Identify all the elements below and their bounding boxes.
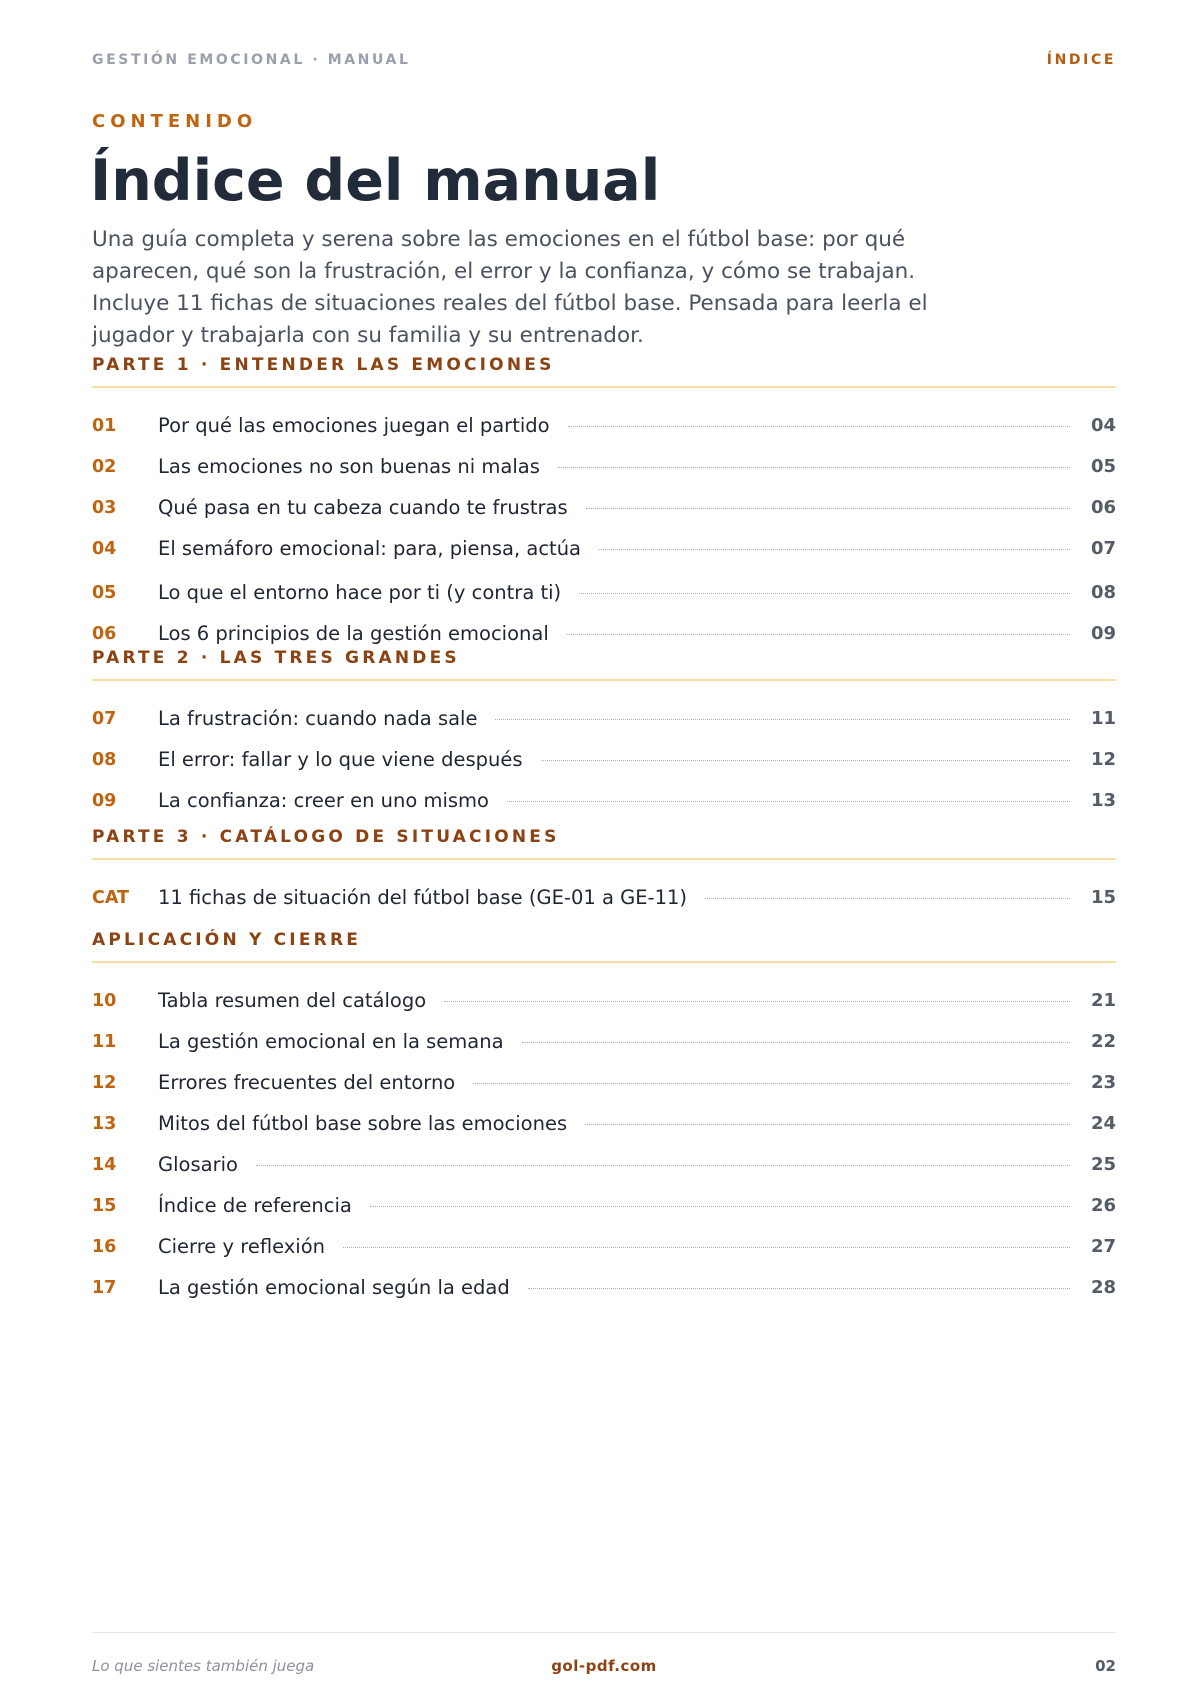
toc-entry-label: La confianza: creer en uno mismo — [158, 789, 489, 812]
dotted-leader — [541, 760, 1070, 761]
eyebrow-label: CONTENIDO — [92, 111, 258, 132]
toc-entry-number: 02 — [92, 456, 117, 477]
toc-entry-number: 12 — [92, 1072, 117, 1093]
toc-entry-label: La frustración: cuando nada sale — [158, 707, 478, 730]
toc-entry-page: 13 — [1090, 790, 1116, 811]
toc-entry-number: 01 — [92, 415, 117, 436]
toc-entry-page: 28 — [1090, 1277, 1116, 1298]
dotted-leader — [599, 549, 1070, 550]
toc-entry-number: 03 — [92, 497, 117, 518]
toc-entry[interactable] — [92, 405, 1116, 446]
toc-entry-page: 22 — [1090, 1031, 1116, 1052]
toc-entry[interactable] — [92, 980, 1116, 1021]
toc-entry-list — [92, 698, 1116, 821]
toc-entry-label: La gestión emocional en la semana — [158, 1030, 504, 1053]
toc-entry-label: Glosario — [158, 1153, 238, 1176]
toc-entry-number: 09 — [92, 790, 117, 811]
footer-page-number: 02 — [1095, 1657, 1116, 1675]
section-divider — [92, 679, 1116, 681]
section-title: PARTE 3 · CATÁLOGO DE SITUACIONES — [92, 827, 560, 847]
toc-entry[interactable] — [92, 528, 1116, 569]
toc-entry-label: Lo que el entorno hace por ti (y contra ti) — [158, 581, 562, 604]
toc-entry[interactable] — [92, 1144, 1116, 1185]
toc-entry-number: 14 — [92, 1154, 117, 1175]
toc-entry-page: 24 — [1090, 1113, 1116, 1134]
dotted-leader — [579, 593, 1070, 594]
toc-section — [92, 827, 1116, 909]
toc-entry-page: 04 — [1090, 415, 1116, 436]
toc-entry-page: 27 — [1090, 1236, 1116, 1257]
dotted-leader — [586, 508, 1070, 509]
dotted-leader — [444, 1001, 1070, 1002]
toc-entry-number: 07 — [92, 708, 117, 729]
toc-entry-page: 23 — [1090, 1072, 1116, 1093]
toc-entry-label: Qué pasa en tu cabeza cuando te frustras — [158, 496, 568, 519]
dotted-leader — [705, 898, 1070, 899]
toc-entry-number: 13 — [92, 1113, 117, 1134]
footer-divider — [92, 1632, 1116, 1633]
toc-entry-list — [92, 405, 1116, 651]
toc-entry[interactable] — [92, 1226, 1116, 1267]
toc-entry-label: El semáforo emocional: para, piensa, actúa — [158, 537, 582, 560]
dotted-leader — [495, 719, 1070, 720]
toc-section — [92, 355, 1116, 645]
dotted-leader — [473, 1083, 1070, 1084]
toc-entry-page: 12 — [1090, 749, 1116, 770]
dotted-leader — [343, 1247, 1070, 1248]
footer-tagline: Lo que sientes también juega — [92, 1657, 315, 1675]
toc-entry[interactable] — [92, 487, 1116, 528]
running-header-section: ÍNDICE — [1046, 52, 1116, 68]
page-footer — [92, 1654, 1116, 1678]
toc-entry-page: 07 — [1090, 538, 1116, 559]
toc-entry[interactable] — [92, 1185, 1116, 1226]
running-header — [92, 52, 1116, 68]
toc-entry[interactable] — [92, 1267, 1116, 1308]
toc-entry[interactable] — [92, 698, 1116, 739]
dotted-leader — [567, 634, 1070, 635]
toc-entry-label: La gestión emocional según la edad — [158, 1276, 510, 1299]
dotted-leader — [507, 801, 1070, 802]
toc-entry-number: 11 — [92, 1031, 117, 1052]
section-title: PARTE 1 · ENTENDER LAS EMOCIONES — [92, 355, 555, 375]
toc-entry-number: 08 — [92, 749, 117, 770]
toc-entry-list — [92, 980, 1116, 1308]
toc-entry-label: Cierre y reflexión — [158, 1235, 325, 1258]
toc-entry-number: 15 — [92, 1195, 117, 1216]
section-divider — [92, 858, 1116, 860]
toc-entry-page: 09 — [1090, 623, 1116, 644]
toc-entry-number: CAT — [92, 887, 129, 908]
toc-entry-page: 26 — [1090, 1195, 1116, 1216]
toc-entry-list — [92, 877, 1116, 918]
toc-entry-page: 11 — [1090, 708, 1116, 729]
toc-entry[interactable] — [92, 1062, 1116, 1103]
toc-entry-page: 06 — [1090, 497, 1116, 518]
footer-site-link[interactable]: gol-pdf.com — [551, 1657, 657, 1675]
toc-entry[interactable] — [92, 739, 1116, 780]
dotted-leader — [568, 426, 1070, 427]
toc-entry-page: 08 — [1090, 582, 1116, 603]
toc-entry[interactable] — [92, 1021, 1116, 1062]
running-header-title: GESTIÓN EMOCIONAL · MANUAL — [92, 52, 411, 68]
section-divider — [92, 386, 1116, 388]
toc-entry-number: 10 — [92, 990, 117, 1011]
dotted-leader — [558, 467, 1070, 468]
section-divider — [92, 961, 1116, 963]
toc-entry-label: Los 6 principios de la gestión emocional — [158, 622, 549, 645]
toc-entry-label: Las emociones no son buenas ni malas — [158, 455, 540, 478]
toc-entry-label: Mitos del fútbol base sobre las emociones — [158, 1112, 568, 1135]
toc-entry-number: 05 — [92, 582, 117, 603]
dotted-leader — [585, 1124, 1070, 1125]
toc-entry-label: Errores frecuentes del entorno — [158, 1071, 456, 1094]
toc-entry-number: 04 — [92, 538, 117, 559]
toc-entry[interactable] — [92, 1103, 1116, 1144]
section-title: APLICACIÓN Y CIERRE — [92, 930, 362, 950]
toc-entry-number: 17 — [92, 1277, 117, 1298]
dotted-leader — [522, 1042, 1070, 1043]
toc-entry[interactable] — [92, 572, 1116, 613]
toc-entry[interactable] — [92, 780, 1116, 821]
toc-page — [92, 0, 1116, 1697]
page-title: Índice del manual — [90, 148, 661, 214]
toc-entry-page: 25 — [1090, 1154, 1116, 1175]
toc-entry-label: El error: fallar y lo que viene después — [158, 748, 523, 771]
section-title: PARTE 2 · LAS TRES GRANDES — [92, 648, 460, 668]
toc-entry-label: Tabla resumen del catálogo — [158, 989, 427, 1012]
toc-entry-page: 21 — [1090, 990, 1116, 1011]
toc-entry-page: 15 — [1090, 887, 1116, 908]
dotted-leader — [528, 1288, 1070, 1289]
intro-paragraph: Una guía completa y serena sobre las emociones en el fútbol base: por qué aparecen, qué son la frustración, el error y la confianza, y cómo se trabajan. Incluye 11 fichas de situaciones reales del fútbol base. Pensada para leerla el jugador y trabajarla con su familia y su entrenador. — [92, 227, 928, 348]
toc-entry[interactable] — [92, 446, 1116, 487]
toc-entry[interactable] — [92, 877, 1116, 918]
toc-entry-label: Por qué las emociones juegan el partido — [158, 414, 550, 437]
toc-section — [92, 930, 1116, 1299]
toc-entry-number: 16 — [92, 1236, 117, 1257]
toc-entry-label: 11 fichas de situación del fútbol base (GE-01 a GE-11) — [158, 886, 688, 909]
toc-section — [92, 648, 1116, 812]
toc-entry-label: Índice de referencia — [158, 1194, 352, 1217]
toc-entry-page: 05 — [1090, 456, 1116, 477]
dotted-leader — [256, 1165, 1070, 1166]
toc-entry-number: 06 — [92, 623, 117, 644]
dotted-leader — [370, 1206, 1070, 1207]
